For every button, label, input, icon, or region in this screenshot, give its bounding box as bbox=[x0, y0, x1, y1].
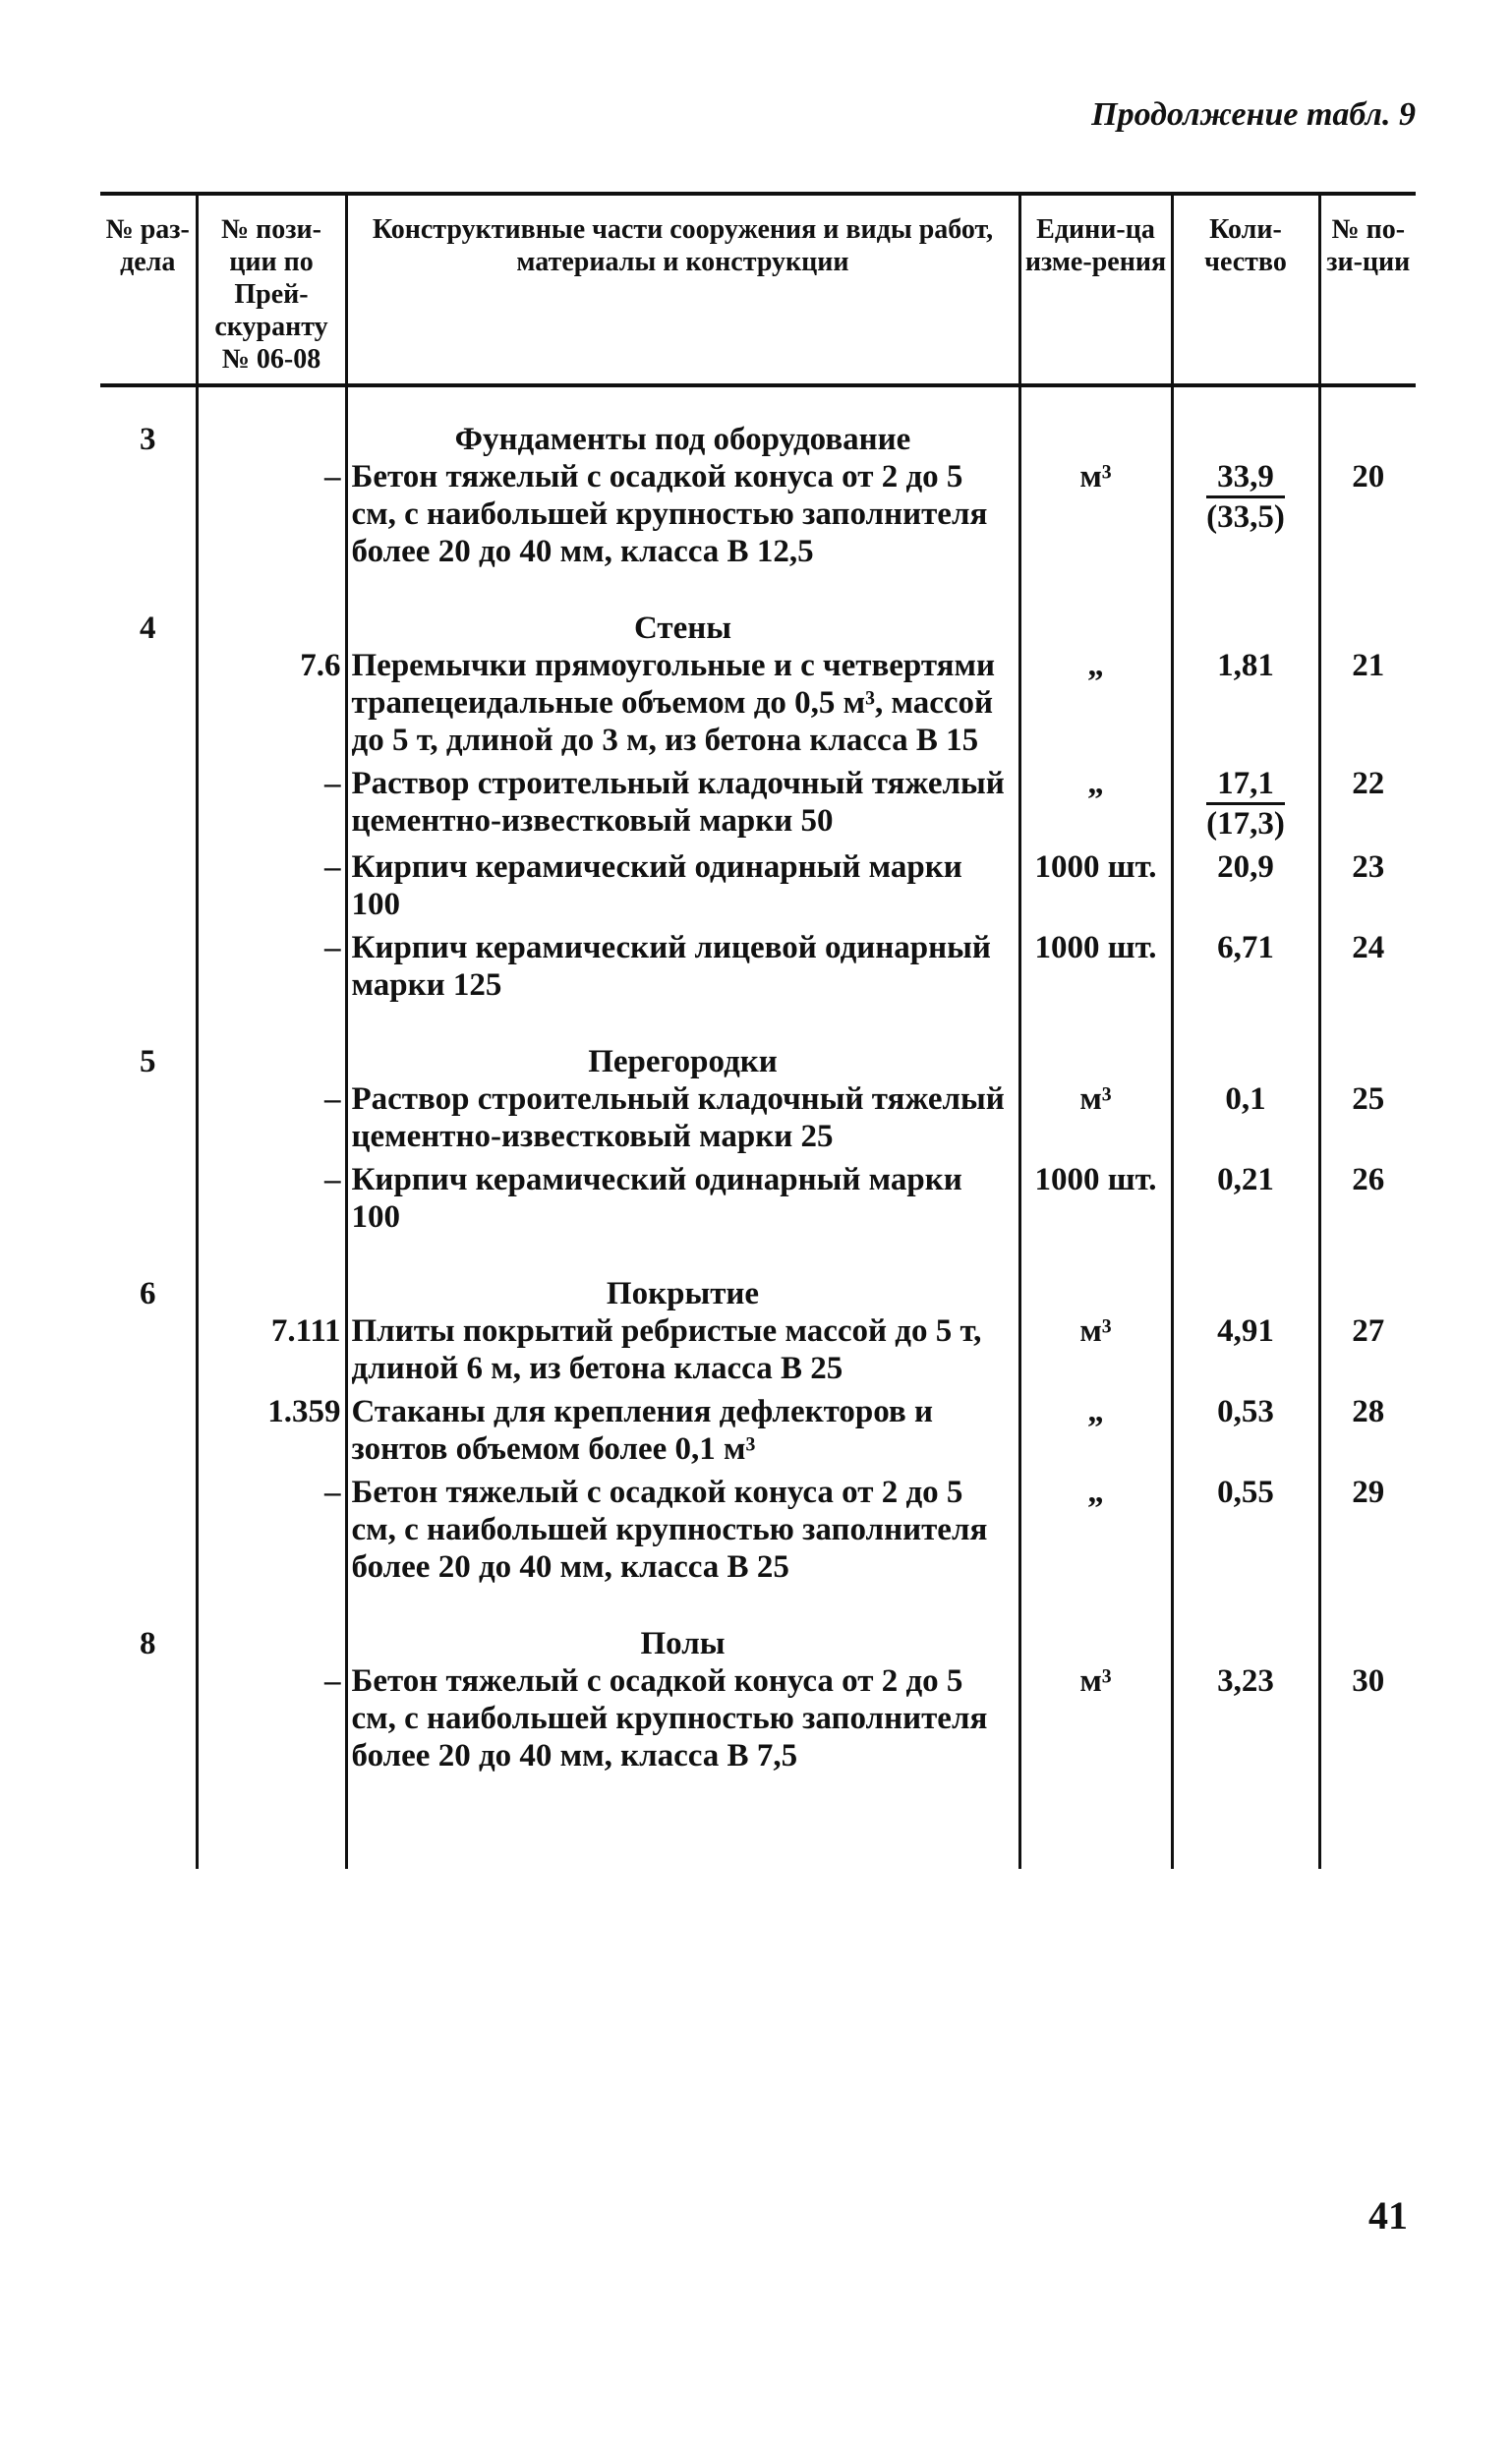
row-position-number: 25 bbox=[1319, 1080, 1416, 1161]
quantity-fraction bbox=[1206, 458, 1285, 536]
table-row bbox=[100, 929, 1416, 1010]
row-price-position: – bbox=[197, 1662, 346, 1780]
table-row bbox=[100, 1080, 1416, 1161]
row-section-cell bbox=[100, 848, 197, 929]
row-section-cell bbox=[100, 1312, 197, 1393]
section-empty-cell bbox=[197, 385, 346, 458]
quantity-value: 0,53 bbox=[1217, 1394, 1274, 1429]
section-empty-cell bbox=[1319, 385, 1416, 458]
table-header-row bbox=[100, 194, 1416, 385]
table-row bbox=[100, 1312, 1416, 1393]
row-quantity bbox=[1172, 765, 1319, 848]
quantity-value: 6,71 bbox=[1217, 930, 1274, 965]
row-description: Плиты покрытий ребристые массой до 5 т, длиной 6 м, из бетона класса В 25 bbox=[346, 1312, 1019, 1393]
section-empty-cell bbox=[1019, 385, 1172, 458]
row-position-number: 24 bbox=[1319, 929, 1416, 1010]
row-description: Бетон тяжелый с осадкой конуса от 2 до 5 см, с наибольшей крупностью заполнителя более 20 до 40 мм, класса В 25 bbox=[346, 1474, 1019, 1592]
section-number: 5 bbox=[140, 1044, 156, 1079]
section-empty-cell bbox=[1319, 1242, 1416, 1312]
row-position-number: 27 bbox=[1319, 1312, 1416, 1393]
row-section-cell bbox=[100, 929, 197, 1010]
table-row bbox=[100, 647, 1416, 765]
row-quantity bbox=[1172, 647, 1319, 765]
quantity-value: 0,21 bbox=[1217, 1162, 1274, 1197]
table-caption: Продолжение табл. 9 bbox=[1091, 96, 1416, 133]
row-unit: „ bbox=[1019, 1393, 1172, 1474]
row-position-number: 29 bbox=[1319, 1474, 1416, 1592]
estimate-table bbox=[100, 192, 1416, 1869]
quantity-fraction bbox=[1206, 765, 1285, 843]
row-unit: „ bbox=[1019, 1474, 1172, 1592]
row-price-position: 7.6 bbox=[197, 647, 346, 765]
section-empty-cell bbox=[1319, 1010, 1416, 1080]
tail-cell bbox=[1319, 1780, 1416, 1869]
section-empty-cell bbox=[1172, 385, 1319, 458]
section-empty-cell bbox=[1172, 576, 1319, 647]
section-empty-cell bbox=[197, 1242, 346, 1312]
section-empty-cell bbox=[1319, 1592, 1416, 1662]
section-title: Фундаменты под оборудование bbox=[346, 385, 1019, 458]
row-description: Кирпич керамический одинарный марки 100 bbox=[346, 1161, 1019, 1242]
row-unit: 1000 шт. bbox=[1019, 1161, 1172, 1242]
row-price-position: – bbox=[197, 1080, 346, 1161]
row-unit: м³ bbox=[1019, 458, 1172, 576]
section-empty-cell bbox=[1019, 576, 1172, 647]
tail-cell bbox=[1172, 1780, 1319, 1869]
section-empty-cell bbox=[1172, 1592, 1319, 1662]
header-price-position: № пози-ции по Прей-скуранту № 06-08 bbox=[197, 194, 346, 385]
row-position-number: 23 bbox=[1319, 848, 1416, 929]
row-position-number: 21 bbox=[1319, 647, 1416, 765]
section-number: 4 bbox=[140, 611, 156, 646]
section-title: Покрытие bbox=[346, 1242, 1019, 1312]
table-row bbox=[100, 765, 1416, 848]
section-empty-cell bbox=[1019, 1242, 1172, 1312]
tail-cell bbox=[1019, 1780, 1172, 1869]
table-row bbox=[100, 1393, 1416, 1474]
row-description: Стаканы для крепления дефлекторов и зонтов объемом более 0,1 м³ bbox=[346, 1393, 1019, 1474]
row-quantity bbox=[1172, 1662, 1319, 1780]
header-section-number: № раз-дела bbox=[100, 194, 197, 385]
row-quantity bbox=[1172, 458, 1319, 576]
section-empty-cell bbox=[197, 1592, 346, 1662]
tail-cell bbox=[197, 1780, 346, 1869]
row-section-cell bbox=[100, 647, 197, 765]
table-row bbox=[100, 848, 1416, 929]
row-quantity bbox=[1172, 1312, 1319, 1393]
row-section-cell bbox=[100, 1393, 197, 1474]
row-unit: м³ bbox=[1019, 1662, 1172, 1780]
quantity-alt-value: (33,5) bbox=[1206, 499, 1285, 535]
table-body bbox=[100, 385, 1416, 1869]
row-unit: „ bbox=[1019, 765, 1172, 848]
row-section-cell bbox=[100, 1474, 197, 1592]
row-position-number: 30 bbox=[1319, 1662, 1416, 1780]
row-price-position: 7.111 bbox=[197, 1312, 346, 1393]
row-position-number: 28 bbox=[1319, 1393, 1416, 1474]
quantity-value: 0,55 bbox=[1217, 1475, 1274, 1510]
section-heading-row bbox=[100, 576, 1416, 647]
row-unit: м³ bbox=[1019, 1080, 1172, 1161]
quantity-value: 3,23 bbox=[1217, 1663, 1274, 1699]
row-quantity bbox=[1172, 1161, 1319, 1242]
section-empty-cell bbox=[197, 1010, 346, 1080]
header-description: Конструктивные части сооружения и виды работ, материалы и конструкции bbox=[346, 194, 1019, 385]
table-row bbox=[100, 458, 1416, 576]
row-unit: 1000 шт. bbox=[1019, 929, 1172, 1010]
quantity-value: 4,91 bbox=[1217, 1313, 1274, 1349]
row-description: Кирпич керамический лицевой одинарный марки 125 bbox=[346, 929, 1019, 1010]
table-row bbox=[100, 1474, 1416, 1592]
row-section-cell bbox=[100, 1662, 197, 1780]
row-quantity bbox=[1172, 1474, 1319, 1592]
quantity-value: 0,1 bbox=[1225, 1081, 1266, 1117]
row-quantity bbox=[1172, 929, 1319, 1010]
row-position-number: 22 bbox=[1319, 765, 1416, 848]
section-heading-row bbox=[100, 1242, 1416, 1312]
row-section-cell bbox=[100, 1080, 197, 1161]
quantity-alt-value: (17,3) bbox=[1206, 806, 1285, 842]
section-heading-row bbox=[100, 385, 1416, 458]
row-description: Кирпич керамический одинарный марки 100 bbox=[346, 848, 1019, 929]
row-quantity bbox=[1172, 848, 1319, 929]
section-title: Полы bbox=[346, 1592, 1019, 1662]
page-number: 41 bbox=[1368, 2193, 1408, 2238]
row-position-number: 26 bbox=[1319, 1161, 1416, 1242]
row-description: Раствор строительный кладочный тяжелый цементно-известковый марки 25 bbox=[346, 1080, 1019, 1161]
section-title: Перегородки bbox=[346, 1010, 1019, 1080]
section-heading-row bbox=[100, 1010, 1416, 1080]
quantity-value: 20,9 bbox=[1217, 849, 1274, 885]
header-position-number: № по-зи-ции bbox=[1319, 194, 1416, 385]
row-description: Бетон тяжелый с осадкой конуса от 2 до 5 см, с наибольшей крупностью заполнителя более 20 до 40 мм, класса В 7,5 bbox=[346, 1662, 1019, 1780]
row-unit: м³ bbox=[1019, 1312, 1172, 1393]
quantity-value: 17,1 bbox=[1206, 765, 1285, 805]
section-empty-cell bbox=[1172, 1010, 1319, 1080]
row-price-position: – bbox=[197, 1161, 346, 1242]
header-unit: Едини-ца изме-рения bbox=[1019, 194, 1172, 385]
section-empty-cell bbox=[1019, 1010, 1172, 1080]
section-empty-cell bbox=[1172, 1242, 1319, 1312]
table-row bbox=[100, 1662, 1416, 1780]
row-unit: 1000 шт. bbox=[1019, 848, 1172, 929]
row-quantity bbox=[1172, 1393, 1319, 1474]
row-price-position: – bbox=[197, 1474, 346, 1592]
row-description: Раствор строительный кладочный тяжелый цементно-известковый марки 50 bbox=[346, 765, 1019, 848]
row-quantity bbox=[1172, 1080, 1319, 1161]
row-section-cell bbox=[100, 765, 197, 848]
header-quantity: Коли-чество bbox=[1172, 194, 1319, 385]
section-title: Стены bbox=[346, 576, 1019, 647]
section-number: 3 bbox=[140, 422, 156, 457]
row-section-cell bbox=[100, 458, 197, 576]
section-empty-cell bbox=[197, 576, 346, 647]
row-price-position: – bbox=[197, 848, 346, 929]
row-section-cell bbox=[100, 1161, 197, 1242]
row-price-position: 1.359 bbox=[197, 1393, 346, 1474]
row-price-position: – bbox=[197, 458, 346, 576]
row-position-number: 20 bbox=[1319, 458, 1416, 576]
tail-cell bbox=[100, 1780, 197, 1869]
section-heading-row bbox=[100, 1592, 1416, 1662]
section-number: 6 bbox=[140, 1276, 156, 1311]
quantity-value: 1,81 bbox=[1217, 648, 1274, 683]
section-number: 8 bbox=[140, 1626, 156, 1661]
quantity-value: 33,9 bbox=[1206, 458, 1285, 498]
table-tail-row bbox=[100, 1780, 1416, 1869]
section-empty-cell bbox=[1319, 576, 1416, 647]
row-price-position: – bbox=[197, 929, 346, 1010]
row-description: Перемычки прямоугольные и с четвертями трапецеидальные объемом до 0,5 м³, массой до 5 т, длиной до 3 м, из бетона класса В 15 bbox=[346, 647, 1019, 765]
table-row bbox=[100, 1161, 1416, 1242]
row-description: Бетон тяжелый с осадкой конуса от 2 до 5 см, с наибольшей крупностью заполнителя более 20 до 40 мм, класса В 12,5 bbox=[346, 458, 1019, 576]
row-price-position: – bbox=[197, 765, 346, 848]
tail-cell bbox=[346, 1780, 1019, 1869]
section-empty-cell bbox=[1019, 1592, 1172, 1662]
row-unit: „ bbox=[1019, 647, 1172, 765]
